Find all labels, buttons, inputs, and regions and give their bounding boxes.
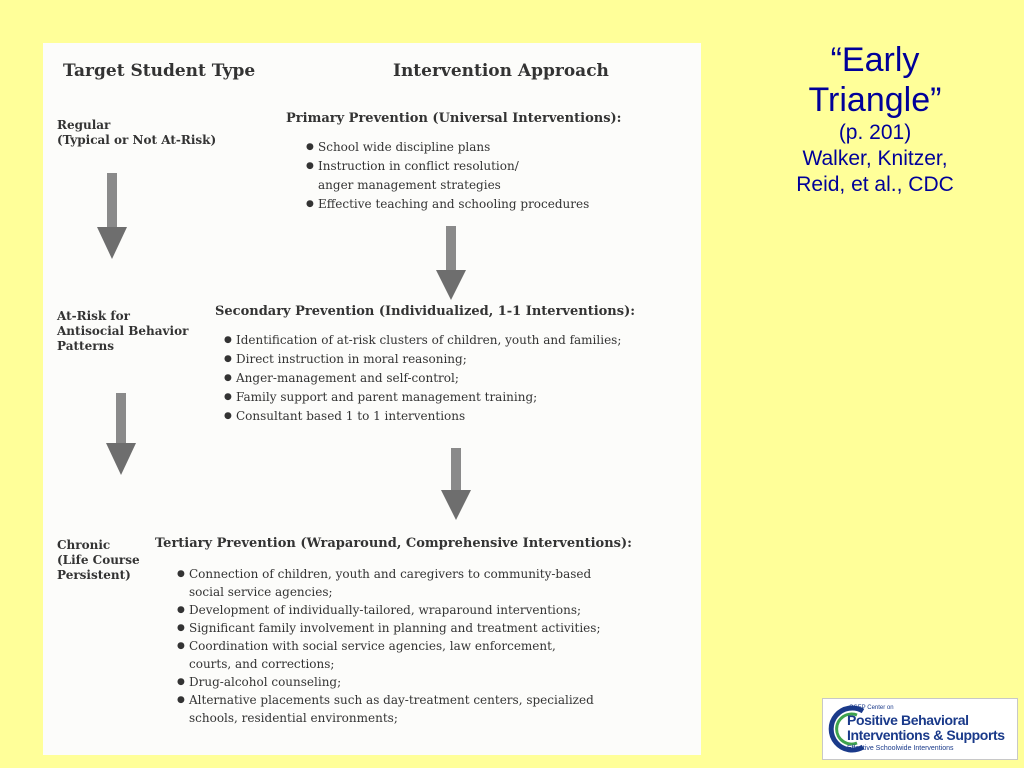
list-item: ● Alternative placements such as day-treatment centers, specialized schools, residential environments; xyxy=(177,691,600,727)
list-item: ● Family support and parent management training; xyxy=(224,388,621,407)
type-line: Antisocial Behavior xyxy=(57,324,189,338)
list-item: ● Identification of at-risk clusters of children, youth and families; xyxy=(224,331,621,350)
list-item: ● Direct instruction in moral reasoning; xyxy=(224,350,621,369)
list-item: ● Effective teaching and schooling procedures xyxy=(306,195,589,214)
down-arrow-icon xyxy=(441,448,471,520)
down-arrow-icon xyxy=(106,393,136,475)
student-type-at-risk xyxy=(57,309,188,354)
down-arrow-icon xyxy=(97,173,127,259)
list-item: ● School wide discipline plans xyxy=(306,138,589,157)
student-type-regular xyxy=(57,118,216,148)
list-item: ● Instruction in conflict resolution/ anger management strategies xyxy=(306,157,589,195)
authors-line: Walker, Knitzer, xyxy=(802,147,948,170)
list-item: ● Significant family involvement in planning and treatment activities; xyxy=(177,619,600,637)
type-line: At-Risk for xyxy=(57,309,130,323)
type-line: Patterns xyxy=(57,339,114,353)
primary-prevention-title: Primary Prevention (Universal Interventions): xyxy=(286,111,622,126)
type-line: Chronic xyxy=(57,538,111,552)
tertiary-prevention-list xyxy=(177,565,600,727)
primary-prevention-list xyxy=(306,138,589,214)
type-line: (Typical or Not At-Risk) xyxy=(57,133,217,147)
slide-title-block xyxy=(740,40,1010,198)
pbis-logo xyxy=(822,698,1018,760)
type-line: Regular xyxy=(57,118,111,132)
list-item: ● Anger-management and self-control; xyxy=(224,369,621,388)
list-item: ● Coordination with social service agencies, law enforcement, courts, and corrections; xyxy=(177,637,600,673)
student-type-chronic xyxy=(57,538,140,583)
logo-line: Interventions & Supports xyxy=(847,727,1005,743)
logo-line: Effective Schoolwide Interventions xyxy=(847,745,954,752)
secondary-prevention-title: Secondary Prevention (Individualized, 1-1 Interventions): xyxy=(215,304,636,319)
list-item: ● Development of individually-tailored, wraparound interventions; xyxy=(177,601,600,619)
down-arrow-icon xyxy=(436,226,466,300)
secondary-prevention-list xyxy=(224,331,621,426)
logo-line: OSEP Center on xyxy=(849,705,894,711)
page-reference: (p. 201) xyxy=(838,121,912,144)
logo-line: Positive Behavioral xyxy=(847,712,969,728)
type-line: (Life Course xyxy=(57,553,140,567)
list-item: ● Consultant based 1 to 1 interventions xyxy=(224,407,621,426)
slide-title-line: “Early xyxy=(830,41,920,79)
tertiary-prevention-title: Tertiary Prevention (Wraparound, Comprehensive Interventions): xyxy=(155,536,632,551)
scanned-table-image xyxy=(43,43,701,755)
header-intervention-approach: Intervention Approach xyxy=(393,61,609,81)
authors-line: Reid, et al., CDC xyxy=(796,173,954,196)
type-line: Persistent) xyxy=(57,568,131,582)
list-item: ● Connection of children, youth and caregivers to community-based social service agencies; xyxy=(177,565,600,601)
slide-title-line: Triangle” xyxy=(808,81,942,119)
header-target-student-type: Target Student Type xyxy=(63,61,256,81)
list-item: ● Drug-alcohol counseling; xyxy=(177,673,600,691)
